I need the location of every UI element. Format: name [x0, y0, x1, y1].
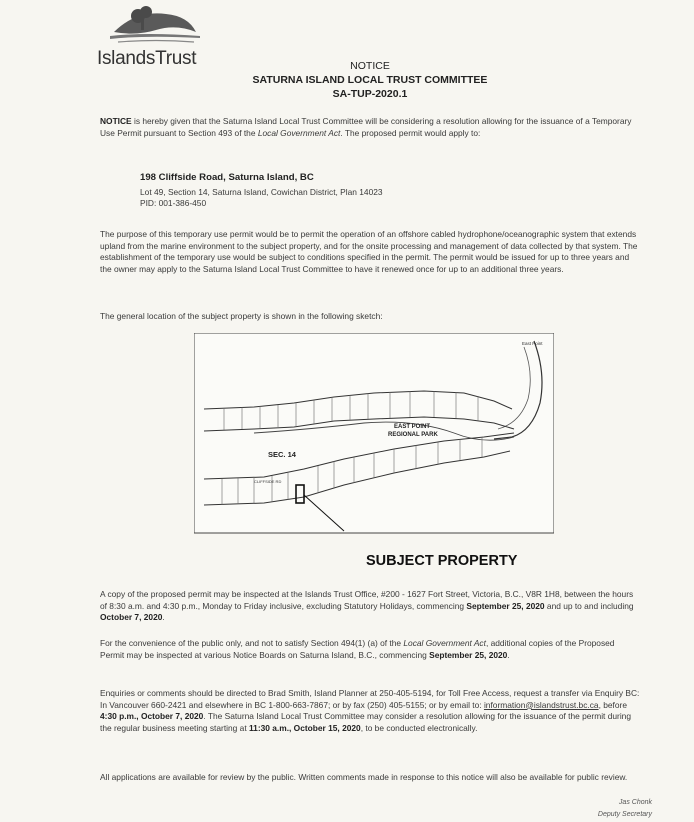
intro-paragraph: [100, 116, 640, 139]
sketch-intro: The general location of the subject property is shown in the following sketch:: [100, 311, 383, 321]
east-point-label: East Point: [522, 341, 543, 346]
file-number: SA-TUP-2020.1: [332, 88, 408, 100]
brand-wordmark: IslandsTrust: [97, 48, 197, 69]
enquiries-text-3: . The Saturna Island Local Trust Committee may consider a resolution allowing for the issuance of the permit during the regular business meeting starting at: [100, 711, 631, 733]
park-label-1: EAST POINT: [394, 424, 431, 430]
board-commence-date: September 25, 2020: [429, 649, 508, 660]
enquiries-text-2: , before: [598, 699, 627, 710]
email-link[interactable]: information@islandstrust.bc.ca: [483, 699, 599, 710]
inspection-text-end: .: [162, 612, 165, 623]
signature-name: Jas Chonk: [618, 799, 652, 806]
act-reference: Local Government Act: [257, 127, 341, 138]
act-reference-2: Local Government Act: [403, 638, 486, 648]
purpose-paragraph: The purpose of this temporary use permit would be to permit the operation of an offshore cabled hydrophone/oceanographic system that extends upland from the marine environment to the subject property, and for the onsite processing and management of data collected by that system. The establishment of the temporary use would be subject to conditions specified in the permit. The permit would be issued for up to three years and the owner may apply to the Saturna Island Local Trust Committee to have it renewed once for up to an additional three years.: [100, 229, 638, 274]
subject-property-label: SUBJECT PROPERTY: [366, 553, 518, 569]
convenience-paragraph: [100, 638, 640, 661]
property-address: [140, 172, 383, 210]
inspection-text: A copy of the proposed permit may be inspected at the Islands Trust Office, #200 - 1627 Fort Street, Victoria, B.C., V8R 1H8, between the hours of 8:30 a.m. and 4:30 p.m., Monday to Friday inclusive, excluding Statutory Holidays, commencing: [100, 589, 634, 611]
convenience-text-end: .: [507, 649, 510, 660]
notice-heading: NOTICE: [350, 60, 390, 72]
commence-date: September 25, 2020: [466, 600, 545, 611]
road-label: CLIFFSIDE RD: [254, 479, 282, 484]
committee-heading: SATURNA ISLAND LOCAL TRUST COMMITTEE: [252, 74, 488, 86]
availability-paragraph: All applications are available for review by the public. Written comments made in response to this notice will also be available for public review.: [100, 772, 628, 782]
end-date: October 7, 2020: [100, 612, 163, 623]
intro-text-end: . The proposed permit would apply to:: [340, 127, 481, 138]
inspection-paragraph: [100, 589, 640, 624]
comment-deadline: 4:30 p.m., October 7, 2020: [100, 711, 204, 722]
intro-lead: NOTICE: [100, 116, 132, 126]
section-label: SEC. 14: [268, 450, 296, 459]
enquiries-paragraph: [100, 688, 640, 734]
convenience-text-mid: , additional copies of the Proposed Permit may be inspected at various Notice Boards on Saturna Island, B.C., commencing: [100, 638, 615, 660]
address-title: 198 Cliffside Road, Saturna Island, BC: [140, 172, 314, 183]
park-label-2: REGIONAL PARK: [388, 432, 438, 438]
pid-number: PID: 001-386-450: [140, 198, 207, 209]
inspection-text-mid: and up to and including: [544, 600, 634, 611]
meeting-date: 11:30 a.m., October 15, 2020: [248, 722, 361, 733]
enquiries-text-end: , to be conducted electronically.: [360, 722, 478, 733]
signature-title: Deputy Secretary: [597, 811, 652, 818]
enquiries-text: Enquiries or comments should be directed to Brad Smith, Island Planner at 250-405-5194, for Toll Free Access, request a transfer via Enquiry BC: In Vancouver 660-2421 and elsewhere in BC 1-800-663-7867; or by fax (250) 405-5155; or by email to:: [100, 688, 640, 710]
legal-description: Lot 49, Section 14, Saturna Island, Cowichan District, Plan 14023: [140, 186, 383, 197]
intro-text: is hereby given that the Saturna Island Local Trust Committee will be considering a resolution allowing for the issuance of a Temporary Use Permit pursuant to Section 493 of the: [100, 116, 632, 138]
convenience-text: For the convenience of the public only, and not to satisfy Section 494(1) (a) of the: [100, 638, 404, 648]
map-frame: [194, 333, 554, 533]
location-sketch-map: [194, 333, 554, 573]
